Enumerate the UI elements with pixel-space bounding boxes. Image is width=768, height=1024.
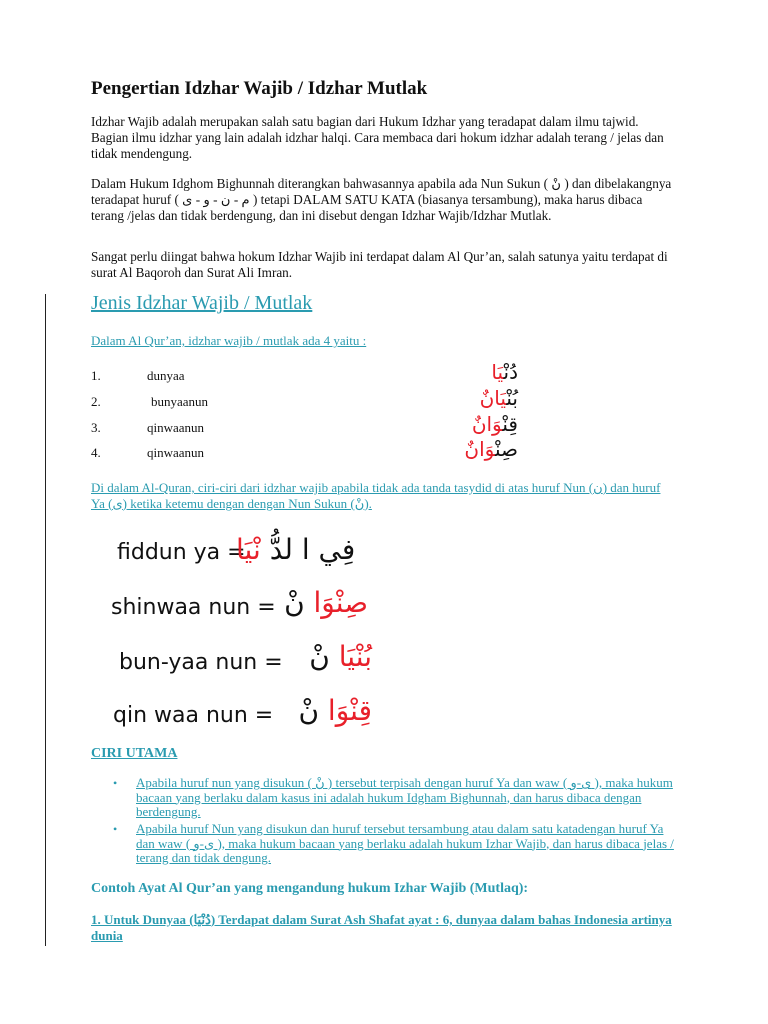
arabic-letter: يَا: [491, 360, 504, 384]
figure-latin: bun-yaa nun =: [119, 650, 283, 675]
figure-arabic: [236, 533, 376, 566]
page-title: Pengertian Idzhar Wajib / Idzhar Mutlak: [91, 78, 428, 99]
bullet-item[interactable]: Apabila huruf nun yang disukun ( نْ ) tersebut terpisah dengan huruf Ya dan waw ( ى-و ), maka hukum bacaan yang berlaku dalam kasus ini adalah hukum Idgham Bighunnah, dan harus dibaca dengan berdengung.: [136, 775, 673, 819]
figure-arabic-red: قِنْوَا: [327, 694, 372, 727]
figure-arabic-black: نْ: [284, 586, 305, 619]
paragraph-definition: Idzhar Wajib adalah merupakan salah satu bagian dari Hukum Idzhar yang teradapat dalam ilmu tajwid. Bagian ilmu idzhar yang lain adalah idzhar halqi. Cara membaca dari hokum idzhar adalah terang / jelas dan tidak mendengung.: [91, 114, 664, 161]
list-number: 3.: [91, 420, 101, 435]
arabic-letter: وَانٌ: [464, 437, 495, 461]
figure-latin: qin waa nun =: [113, 703, 274, 728]
list-arabic: [446, 386, 518, 410]
figure-arabic-black: نْ: [309, 640, 330, 673]
list-number: 2.: [91, 394, 101, 409]
paragraph-idghom: Dalam Hukum Idghom Bighunnah diterangkan bahwasannya apabila ada Nun Sukun ( نْ ) dan dibelakangnya teradapat huruf ( م - ن - و - ى ) tetapi DALAM SATU KATA (biasanya tersambung), maka harus dibaca terang /jelas dan tidak berdengung, dan ini disebut dengan Idzhar Wajib/Idzhar Mutlak.: [91, 176, 672, 223]
arabic-nun: دُنْ: [503, 360, 518, 384]
arabic-letter: يَانٌ: [479, 386, 507, 410]
figure-arabic: [282, 694, 372, 727]
list-number: 4.: [91, 445, 101, 460]
margin-rule: [45, 294, 46, 946]
contoh-heading: Contoh Ayat Al Qur’an yang mengandung hukum Izhar Wajib (Mutlaq):: [91, 881, 529, 896]
arabic-nun: بُنْ: [506, 386, 518, 410]
list-word: dunyaa: [147, 368, 185, 383]
intro-link[interactable]: Dalam Al Qur’an, idzhar wajib / mutlak ada 4 yaitu :: [91, 333, 367, 348]
figure-latin: fiddun ya =: [117, 540, 246, 565]
bullet-item[interactable]: Apabila huruf Nun yang disukun dan huruf tersebut tersambung atau dalam satu katadengan huruf Ya dan waw ( ى-و ), maka hukum bacaan yang berlaku adalah hukum Izhar Wajib, dan harus dibaca jelas / terang dan tidak dengung.: [136, 821, 674, 865]
list-arabic: [446, 412, 518, 436]
arabic-letter: وَانٌ: [471, 412, 503, 436]
section-title[interactable]: Jenis Idzhar Wajib / Mutlak: [91, 292, 313, 314]
list-arabic: [446, 437, 518, 461]
figure-arabic-black: نْ: [298, 694, 320, 727]
paragraph-reminder: Sangat perlu diingat bahwa hokum Idzhar Wajib ini terdapat dalam Al Qur’an, salah satunya yaitu terdapat di surat Al Baqoroh dan Surat Ali Imran.: [91, 249, 668, 280]
figure-latin: shinwaa nun =: [111, 595, 276, 620]
list-arabic: [448, 360, 518, 384]
arabic-nun: صِنْ: [494, 437, 518, 461]
figure-arabic-red: بُنْيَا: [338, 640, 372, 673]
ciri-utama-heading[interactable]: CIRI UTAMA: [91, 746, 178, 761]
figure-arabic-black: فِي ا لدُّ: [269, 533, 356, 566]
list-word: bunyaanun: [151, 394, 209, 409]
ciri-link[interactable]: Di dalam Al-Quran, ciri-ciri dari idzhar wajib apabila tidak ada tanda tasydid di atas huruf Nun (ن) dan huruf Ya (ى) ketika ketemu dengan dengan Nun Sukun (نْ).: [91, 480, 661, 511]
list-number: 1.: [91, 368, 101, 383]
bullet-icon: •: [113, 776, 118, 790]
example-1[interactable]: 1. Untuk Dunyaa (دُنْيَا) Terdapat dalam Surat Ash Shafat ayat : 6, dunyaa dalam bahas Indonesia artinya dunia: [91, 912, 672, 943]
figure-arabic: [282, 640, 372, 673]
figure-arabic: [278, 586, 368, 619]
figure-arabic-red: نْيَا: [236, 533, 261, 566]
bullet-icon: •: [113, 822, 118, 836]
list-word: qinwaanun: [147, 445, 205, 460]
arabic-nun: قِنْ: [502, 412, 518, 436]
figure-arabic-red: صِنْوَا: [313, 586, 368, 619]
list-word: qinwaanun: [147, 420, 205, 435]
